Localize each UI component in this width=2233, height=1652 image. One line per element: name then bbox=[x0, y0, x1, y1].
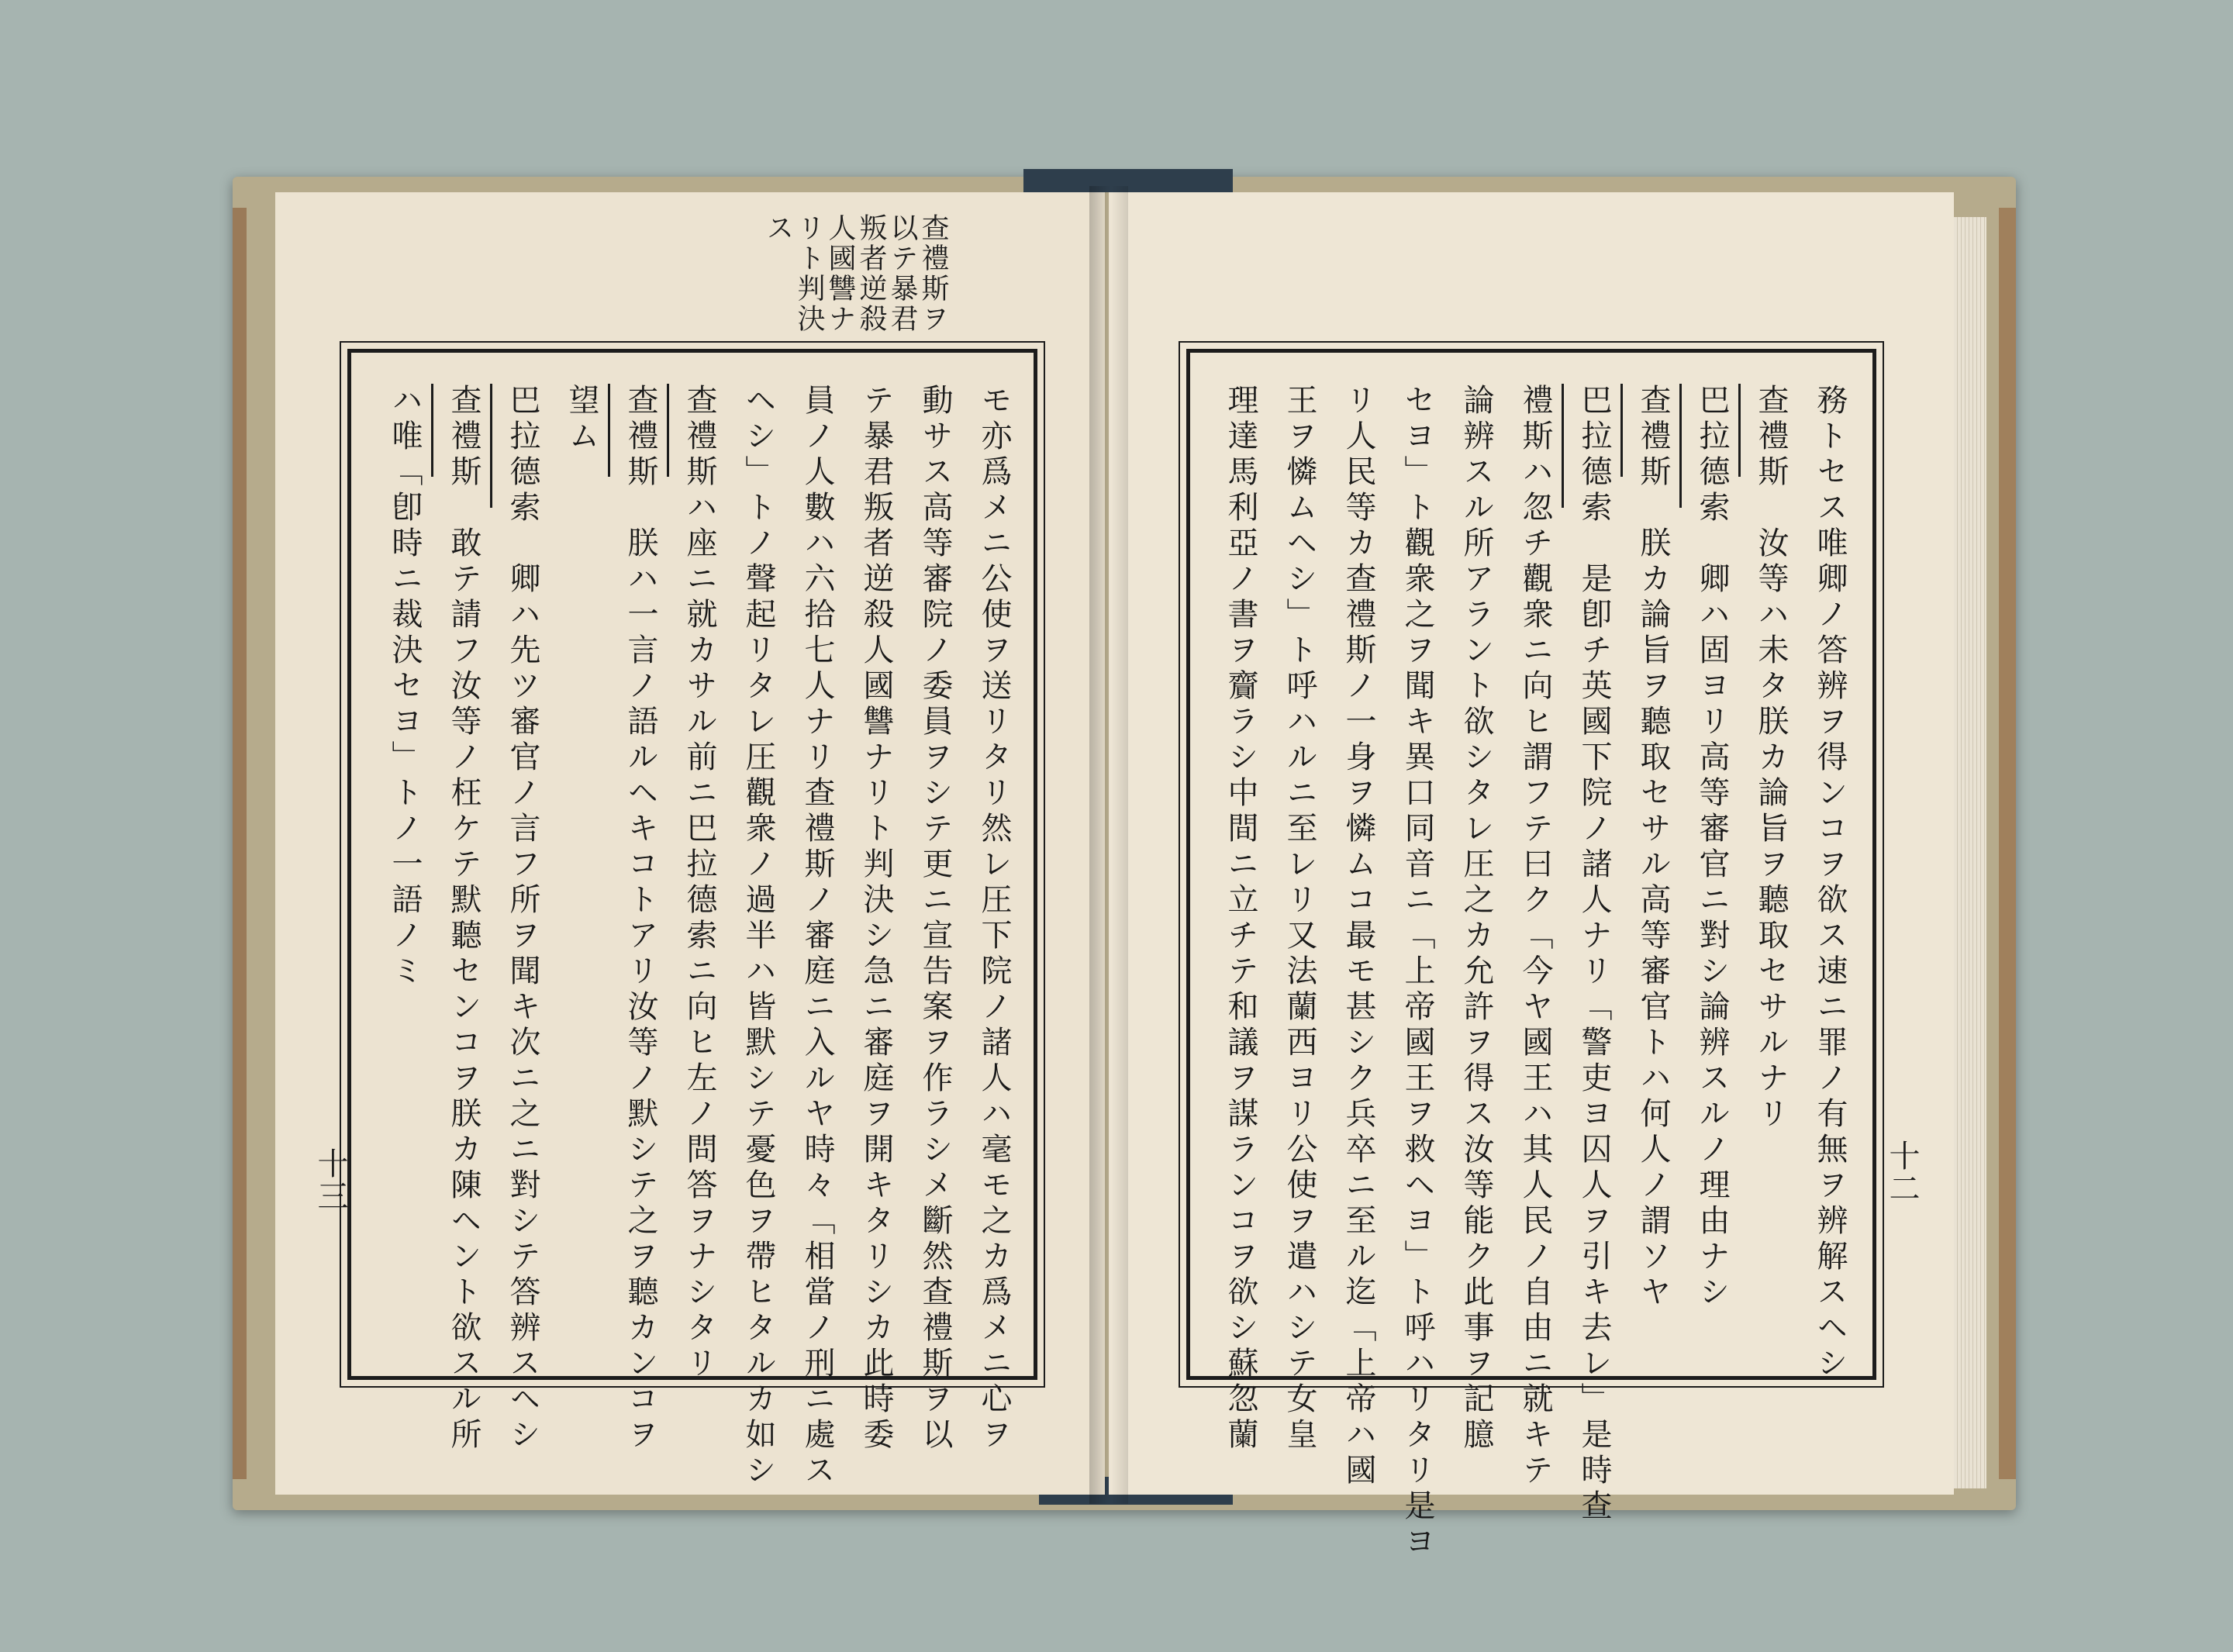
text-column: 巴拉德索 卿ハ固ヨリ高等審官ニ對シ論辨スルノ理由ナシ bbox=[1694, 384, 1730, 1311]
text-column: 王ヲ憐ムヘシ」ト呼ハルニ至レリ又法蘭西ヨリ公使ヲ遣ハシテ女皇 bbox=[1282, 384, 1317, 1454]
text-column: 巴拉德索 卿ハ先ツ審官ノ言フ所ヲ聞キ次ニ之ニ對シテ答辨スヘシ bbox=[505, 384, 540, 1454]
head-note-line: 以テ暴君 bbox=[886, 213, 918, 334]
text-column: 查禮斯 汝等ハ未タ朕カ論旨ヲ聽取セサルナリ bbox=[1753, 384, 1789, 1133]
speaker-marker bbox=[1679, 384, 1682, 508]
head-note-line: ス bbox=[762, 213, 794, 243]
speaker-marker bbox=[1562, 384, 1564, 508]
text-column: 查禮斯ハ座ニ就カサル前ニ巴拉德索ニ向ヒ左ノ問答ヲナシタリ bbox=[682, 384, 717, 1382]
head-note-line: 查禮斯ヲ bbox=[917, 213, 949, 334]
left-bleedthrough bbox=[574, 225, 613, 355]
speaker-marker bbox=[667, 384, 669, 477]
text-column: 查禮斯 朕カ論旨ヲ聽取セサル高等審官トハ何人ノ謂ソヤ bbox=[1635, 384, 1671, 1311]
text-column: 務トセス唯卿ノ答辨ヲ得ンコヲ欲ス速ニ罪ノ有無ヲ辨解スヘシ bbox=[1812, 384, 1848, 1382]
text-column: 動サス高等審院ノ委員ヲシテ更ニ宣告案ヲ作ラシメ斷然查禮斯ヲ以 bbox=[917, 384, 953, 1454]
text-column: 望ム bbox=[564, 384, 599, 455]
binding-tape-top bbox=[1023, 169, 1233, 192]
speaker-marker bbox=[1738, 384, 1741, 477]
cover-edge-left bbox=[233, 208, 247, 1479]
speaker-marker bbox=[608, 384, 610, 477]
text-column: 論辨スル所アラント欲シタレ圧之カ允許ヲ得ス汝等能ク此事ヲ記臆 bbox=[1458, 384, 1494, 1454]
head-note-line: 人國讐ナ bbox=[824, 213, 856, 334]
cover-edge-right bbox=[1999, 208, 2016, 1479]
text-column: リ人民等カ查禮斯ノ一身ヲ憐ムコ最モ甚シク兵卒ニ至ル迄「上帝ハ國 bbox=[1341, 384, 1376, 1489]
text-column: 查禮斯 敢テ請フ汝等ノ枉ケテ默聽センコヲ朕カ陳ヘント欲スル所 bbox=[446, 384, 481, 1454]
right-page-number: 十二 bbox=[1884, 1140, 1920, 1205]
left-page-number: 十三 bbox=[312, 1147, 348, 1212]
text-column: セヨ」ト觀衆之ヲ聞キ異口同音ニ「上帝國王ヲ救ヘヨ」ト呼ハリタリ是ヨ bbox=[1400, 384, 1435, 1561]
speaker-marker bbox=[490, 384, 492, 508]
text-column: 查禮斯 朕ハ一言ノ語ルヘキコトアリ汝等ノ默シテ之ヲ聽カンコヲ bbox=[623, 384, 658, 1454]
page-fore-edge bbox=[1954, 217, 1986, 1488]
head-note-line: リト判決 bbox=[793, 213, 825, 334]
text-column: 禮斯ハ忽チ觀衆ニ向ヒ謂フテ曰ク「今ヤ國王ハ其人民ノ自由ニ就キテ bbox=[1517, 384, 1553, 1489]
speaker-marker bbox=[431, 384, 433, 477]
text-column: モ亦爲メニ公使ヲ送リタリ然レ圧下院ノ諸人ハ毫モ之カ爲メニ心ヲ bbox=[976, 384, 1012, 1454]
speaker-marker bbox=[1620, 384, 1623, 477]
text-column: ハ唯「卽時ニ裁決セヨ」トノ一語ノミ bbox=[387, 384, 423, 990]
text-column: 理達馬利亞ノ書ヲ齎ラシ中間ニ立チテ和議ヲ謀ランコヲ欲シ蘇忽蘭 bbox=[1223, 384, 1258, 1454]
text-column: テ暴君叛者逆殺人國讐ナリト判決シ急ニ審庭ヲ開キタリシカ此時委 bbox=[858, 384, 894, 1454]
head-note-line: 叛者逆殺 bbox=[855, 213, 887, 334]
right-bleedthrough bbox=[1473, 225, 1513, 355]
book-gutter bbox=[1089, 186, 1128, 1504]
text-column: 員ノ人數ハ六拾七人ナリ查禮斯ノ審庭ニ入ルヤ時々「相當ノ刑ニ處ス bbox=[799, 384, 835, 1489]
text-column: ヘシ」トノ聲起リタレ圧觀衆ノ過半ハ皆默シテ憂色ヲ帶ヒタルカ如シ bbox=[740, 384, 776, 1489]
text-column: 巴拉德索 是卽チ英國下院ノ諸人ナリ「警吏ヨ囚人ヲ引キ去レ」是時查 bbox=[1576, 384, 1612, 1525]
